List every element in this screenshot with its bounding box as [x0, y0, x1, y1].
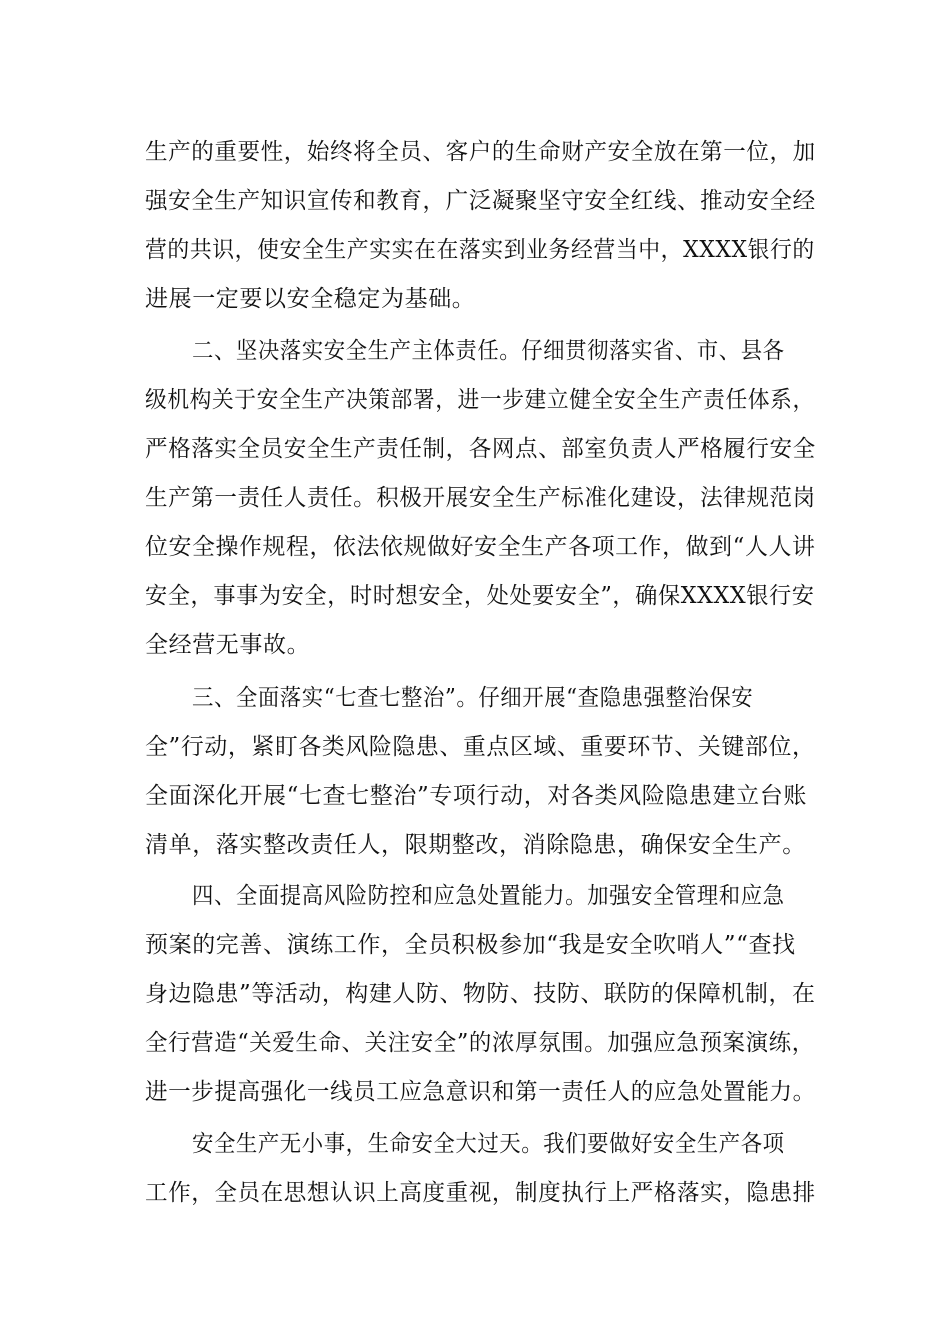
paragraph-2-line-3: 严格落实全员安全生产责任制，各网点、部室负责人严格履行安全: [145, 436, 816, 462]
paragraph-5-line-2: 工作，全员在思想认识上高度重视，制度执行上严格落实，隐患排: [145, 1180, 816, 1206]
paragraph-2-line-1: 二、坚决落实安全生产主体责任。仔细贯彻落实省、市、县各: [192, 338, 785, 364]
paragraph-4-line-5: 进一步提高强化一线员工应急意识和第一责任人的应急处置能力。: [145, 1079, 816, 1105]
paragraph-2-line-2: 级机构关于安全生产决策部署，进一步建立健全安全生产责任体系，: [145, 387, 815, 413]
paragraph-1-line-3: 营的共识，使安全生产实实在在落实到业务经营当中，XXXX银行的: [145, 237, 815, 263]
paragraph-2-line-4: 生产第一责任人责任。积极开展安全生产标准化建设，法律规范岗: [145, 485, 816, 511]
paragraph-5-line-1: 安全生产无小事，生命安全大过天。我们要做好安全生产各项: [192, 1131, 785, 1157]
paragraph-2-line-7: 全经营无事故。: [145, 632, 311, 658]
paragraph-2-line-6: 安全，事事为安全，时时想安全，处处要安全”，确保XXXX银行安: [145, 583, 815, 609]
paragraph-4-line-1: 四、全面提高风险防控和应急处置能力。加强安全管理和应急: [192, 883, 785, 909]
paragraph-4-line-3: 身边隐患”等活动，构建人防、物防、技防、联防的保障机制，在: [145, 981, 816, 1007]
paragraph-1-line-4: 进展一定要以安全稳定为基础。: [145, 286, 476, 312]
paragraph-4-line-4: 全行营造“关爱生命、关注安全”的浓厚氛围。加强应急预案演练，: [145, 1030, 815, 1056]
paragraph-3-line-2: 全”行动，紧盯各类风险隐患、重点区域、重要环节、关键部位，: [145, 734, 816, 760]
paragraph-1-line-1: 生产的重要性，始终将全员、客户的生命财产安全放在第一位，加: [145, 139, 816, 165]
paragraph-1-line-2: 强安全生产知识宣传和教育，广泛凝聚坚守安全红线、推动安全经: [145, 188, 816, 214]
paragraph-4-line-2: 预案的完善、演练工作，全员积极参加“我是安全吹哨人”“查找: [145, 932, 796, 958]
paragraph-3-line-3: 全面深化开展“七查七整治”专项行动，对各类风险隐患建立台账: [145, 783, 807, 809]
paragraph-2-line-5: 位安全操作规程，依法依规做好安全生产各项工作，做到“人人讲: [145, 534, 816, 560]
paragraph-3-line-4: 清单，落实整改责任人，限期整改，消除隐患，确保安全生产。: [145, 832, 806, 858]
paragraph-3-line-1: 三、全面落实“七查七整治”。仔细开展“查隐患强整治保安: [192, 685, 754, 711]
